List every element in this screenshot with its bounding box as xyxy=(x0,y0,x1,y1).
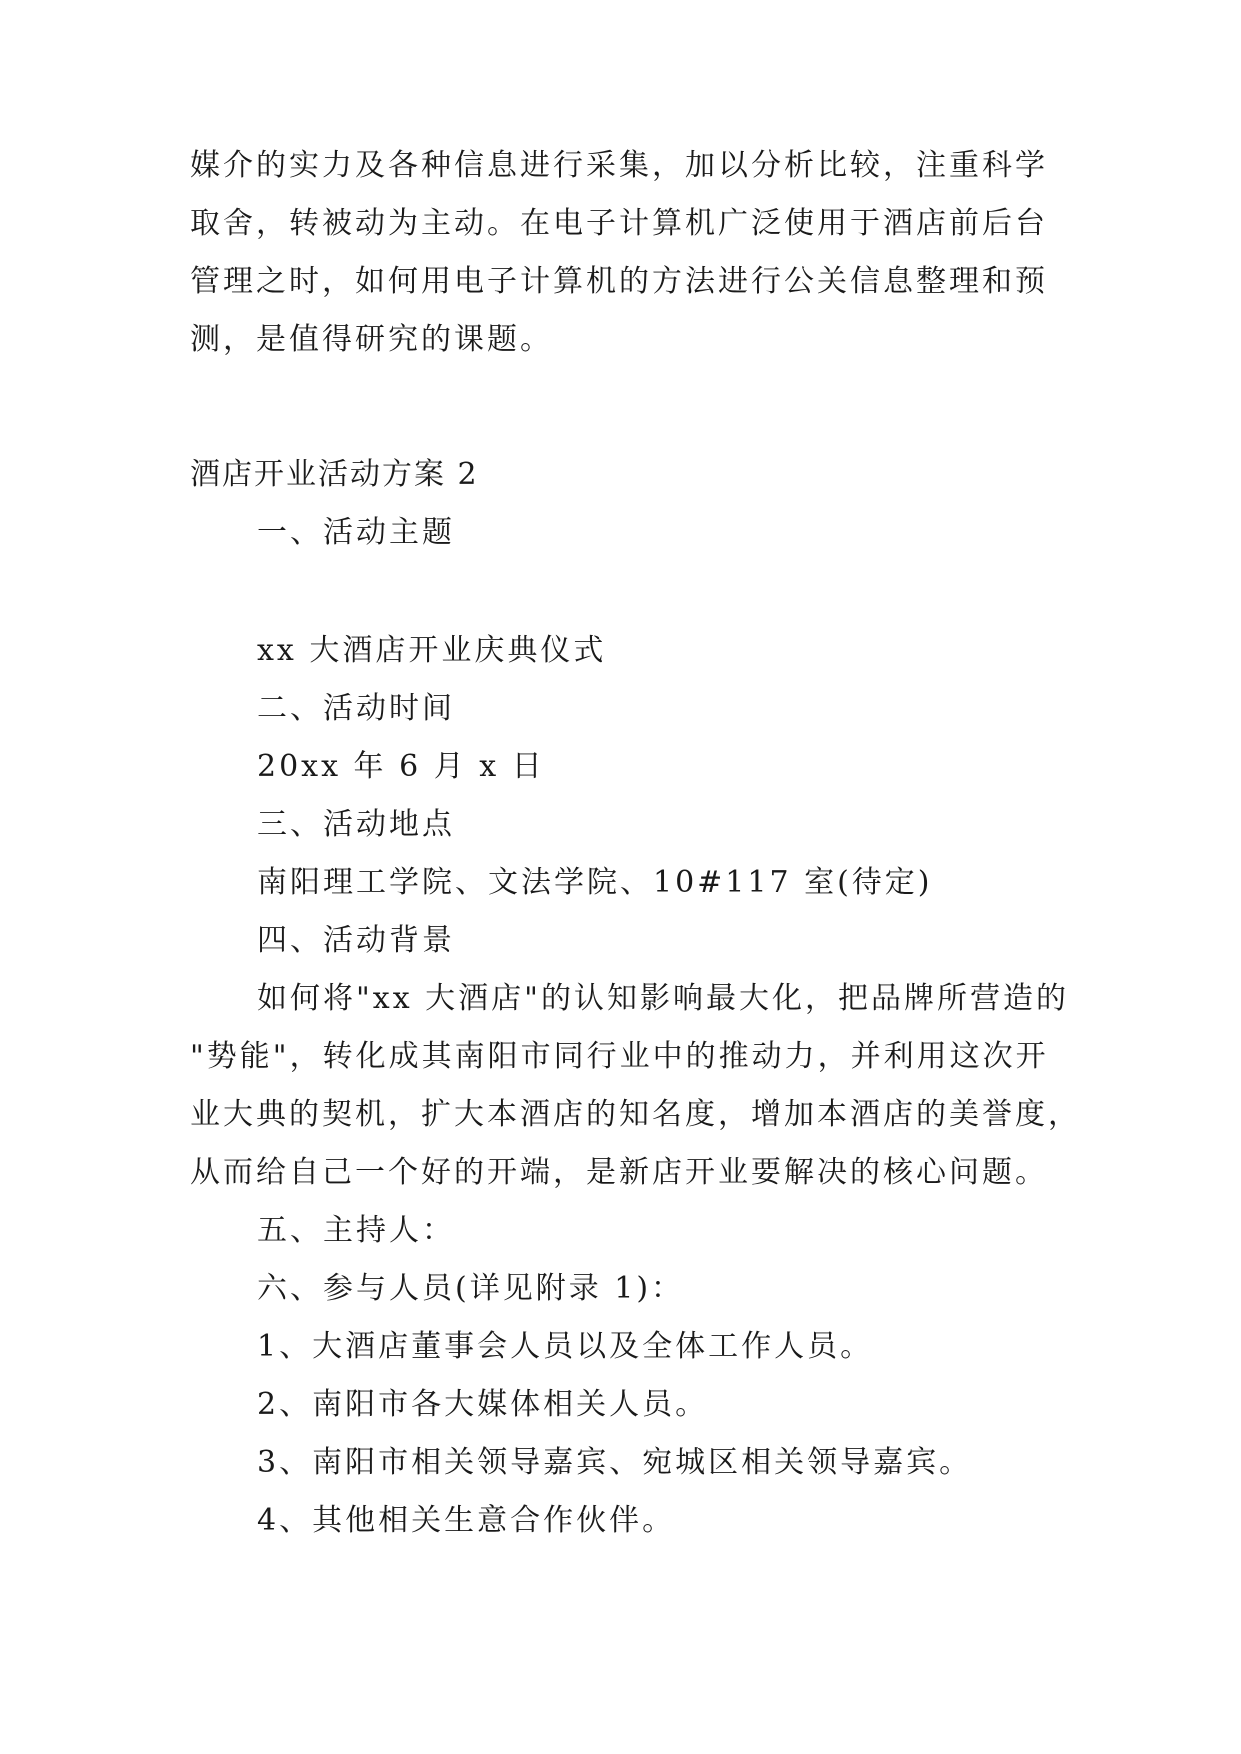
time-heading: 二、活动时间 xyxy=(257,691,455,726)
section-title: 酒店开业活动方案 2 xyxy=(190,457,479,492)
background-line-3: 业大典的契机，扩大本酒店的知名度，增加本酒店的美誉度， xyxy=(190,1097,1081,1132)
participant-item: 2、南阳市各大媒体相关人员。 xyxy=(257,1387,709,1422)
theme-heading: 一、活动主题 xyxy=(257,515,455,550)
intro-line-4: 测，是值得研究的课题。 xyxy=(190,322,553,357)
participant-item: 4、其他相关生意合作伙伴。 xyxy=(257,1503,676,1538)
time-value: 20xx 年 6 月 x 日 xyxy=(257,749,545,784)
theme-value: xx 大酒店开业庆典仪式 xyxy=(257,633,607,668)
participant-item: 1、大酒店董事会人员以及全体工作人员。 xyxy=(257,1329,874,1364)
participants-heading: 六、参与人员(详见附录 1)： xyxy=(257,1271,685,1306)
intro-line-2: 取舍，转被动为主动。在电子计算机广泛使用于酒店前后台 xyxy=(190,206,1048,241)
background-heading: 四、活动背景 xyxy=(257,923,455,958)
background-line-1: 如何将"xx 大酒店"的认知影响最大化，把品牌所营造的 xyxy=(257,981,1069,1016)
background-line-4: 从而给自己一个好的开端，是新店开业要解决的核心问题。 xyxy=(190,1155,1048,1190)
place-heading: 三、活动地点 xyxy=(257,807,455,842)
host-heading: 五、主持人： xyxy=(257,1213,455,1248)
intro-line-3: 管理之时，如何用电子计算机的方法进行公关信息整理和预 xyxy=(190,264,1048,299)
place-value: 南阳理工学院、文法学院、10#117 室(待定) xyxy=(257,865,933,900)
intro-line-1: 媒介的实力及各种信息进行采集，加以分析比较，注重科学 xyxy=(190,148,1048,183)
participant-item: 3、南阳市相关领导嘉宾、宛城区相关领导嘉宾。 xyxy=(257,1445,973,1480)
background-line-2: "势能"，转化成其南阳市同行业中的推动力，并利用这次开 xyxy=(190,1039,1049,1074)
